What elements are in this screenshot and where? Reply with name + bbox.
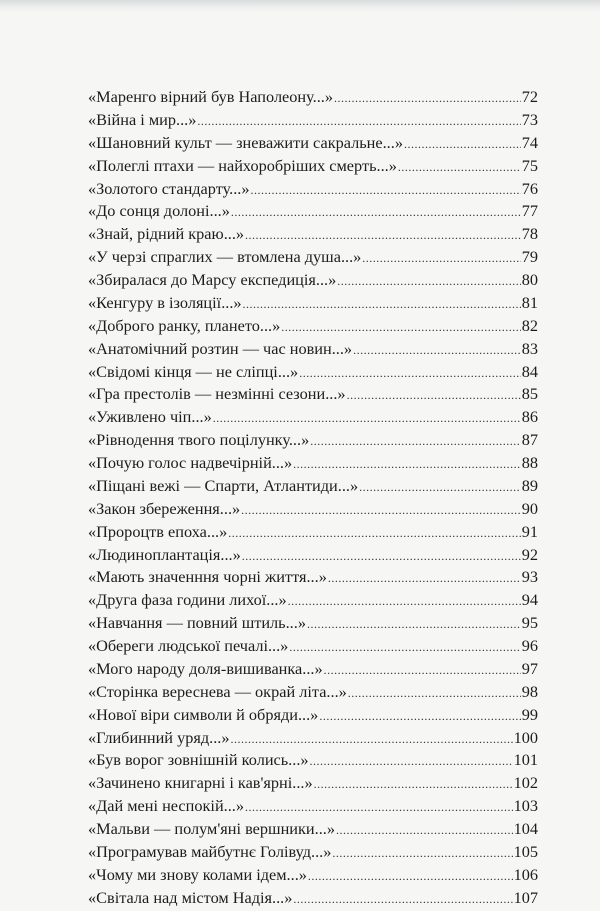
dot-leader xyxy=(293,453,521,476)
dot-leader xyxy=(213,407,521,430)
toc-entry-page: 80 xyxy=(521,270,538,289)
toc-entry xyxy=(88,681,538,704)
toc-entry-title: «Чому ми знову колами ідем...» xyxy=(88,864,307,884)
toc-entry-page: 93 xyxy=(521,567,538,587)
toc-entry-title: «Друга фаза години лихої...» xyxy=(88,590,287,610)
dot-leader xyxy=(362,247,520,270)
toc-entry-title: «Війна і мир...» xyxy=(88,109,197,129)
toc-entry-title: «Навчання — повний штиль...» xyxy=(88,613,306,633)
toc-entry-title: «Пророцтв епоха...» xyxy=(88,521,228,541)
toc-entry xyxy=(88,589,538,612)
dot-leader xyxy=(243,293,521,316)
toc-entry-title: «Людиноплантація...» xyxy=(88,544,241,564)
toc-entry xyxy=(88,841,538,864)
toc-entry-page: 98 xyxy=(521,681,538,701)
dot-leader xyxy=(197,110,520,133)
toc-entry-title: «Збиралася до Марсу експедиція...» xyxy=(88,270,337,289)
toc-entry xyxy=(88,132,538,155)
toc-entry xyxy=(88,498,538,521)
toc-entry-page: 73 xyxy=(521,109,538,129)
toc-entry xyxy=(88,429,538,452)
dot-leader xyxy=(404,133,521,156)
toc-entry-title: «Піщані вежі — Спарти, Атлантиди...» xyxy=(88,475,359,495)
toc-entry xyxy=(88,704,538,727)
toc-entry xyxy=(88,635,538,658)
dot-leader xyxy=(308,865,513,888)
toc-entry-page: 72 xyxy=(521,87,538,106)
dot-leader xyxy=(288,590,521,613)
toc-entry-page: 101 xyxy=(513,750,538,770)
toc-entry-title: «Мають значенння чорні життя...» xyxy=(88,567,327,587)
toc-entry-title: «Обереги людської печалі...» xyxy=(88,636,289,655)
toc-entry-page: 100 xyxy=(513,727,538,747)
toc-entry xyxy=(88,315,538,338)
toc-entry-title: «Знай, рідний краю...» xyxy=(88,224,245,244)
dot-leader xyxy=(310,750,513,773)
toc-entry-title: «Глибинний уряд...» xyxy=(88,727,230,747)
dot-leader xyxy=(310,430,521,453)
toc-entry xyxy=(88,246,538,269)
toc-entry-title: «Свідомі кінця — не сліпці...» xyxy=(88,361,299,381)
toc-entry-page: 78 xyxy=(521,224,538,244)
toc-entry xyxy=(88,269,538,292)
toc-entry-page: 82 xyxy=(521,315,538,335)
toc-entry xyxy=(88,223,538,246)
toc-entry-page: 84 xyxy=(521,361,538,381)
toc-entry-title: «Гра престолів — незмінні сезони...» xyxy=(88,384,346,404)
toc-entry-page: 97 xyxy=(521,658,538,678)
toc-entry xyxy=(88,109,538,132)
toc-entry-title: «Золотого стандарту...» xyxy=(88,178,250,198)
toc-entry-title: «Сторінка вереснева — окрай літа...» xyxy=(88,681,347,701)
dot-leader xyxy=(231,201,521,224)
dot-leader xyxy=(328,567,521,590)
toc-entry xyxy=(88,749,538,772)
dot-leader xyxy=(241,499,521,522)
toc-entry xyxy=(88,155,538,178)
toc-entry-page: 88 xyxy=(521,453,538,472)
toc-entry-title: «Мальви — полум'яні вершники...» xyxy=(88,819,335,838)
dot-leader xyxy=(332,842,512,865)
dot-leader xyxy=(347,384,521,407)
toc-entry-title: «Дай мені неспокій...» xyxy=(88,796,245,816)
toc-entry-title: «До сонця долоні...» xyxy=(88,201,230,221)
toc-entry-page: 105 xyxy=(513,841,538,861)
toc-entry-page: 106 xyxy=(513,864,538,884)
toc-entry-page: 77 xyxy=(521,201,538,221)
toc-entry xyxy=(88,795,538,818)
dot-leader xyxy=(334,87,521,110)
top-edge-bleed xyxy=(0,0,600,12)
toc-entry-page: 92 xyxy=(521,544,538,564)
toc-entry-title: «Рівнодення твого поцілунку...» xyxy=(88,430,310,450)
toc-entry-page: 96 xyxy=(521,636,538,655)
toc-entry xyxy=(88,338,538,361)
toc-entry xyxy=(88,818,538,841)
dot-leader xyxy=(245,796,513,819)
dot-leader xyxy=(250,179,520,202)
toc-entry xyxy=(88,727,538,750)
toc-entry-title: «Шановний культ — зневажити сакральне...» xyxy=(88,132,403,152)
toc-entry-page: 107 xyxy=(513,887,538,907)
toc-entry-page: 95 xyxy=(521,613,538,633)
toc-entry xyxy=(88,86,538,109)
toc-entry-page: 94 xyxy=(521,590,538,610)
toc-entry-page: 74 xyxy=(521,132,538,152)
dot-leader xyxy=(307,613,521,636)
dot-leader xyxy=(228,522,520,545)
toc-entry xyxy=(88,475,538,498)
toc-entry-title: «Мого народу доля-вишиванка...» xyxy=(88,658,323,678)
dot-leader xyxy=(231,728,513,751)
toc-entry-title: «Програмував майбутнє Голівуд...» xyxy=(88,841,332,861)
toc-entry-title: «Світала над містом Надія...» xyxy=(88,887,293,907)
toc-entry-page: 99 xyxy=(521,704,538,724)
toc-entry-page: 103 xyxy=(513,796,538,816)
toc-entry-page: 102 xyxy=(513,773,538,793)
toc-entry-title: «Нової віри символи й обряди...» xyxy=(88,704,319,724)
toc-entry-title: «Доброго ранку, плането...» xyxy=(88,315,281,335)
dot-leader xyxy=(353,339,521,362)
dot-leader xyxy=(359,476,521,499)
dot-leader xyxy=(348,682,521,705)
toc-entry-title: «Полеглі птахи — найхоробріших смерть...» xyxy=(88,155,397,175)
dot-leader xyxy=(245,224,521,247)
toc-entry xyxy=(88,383,538,406)
toc-entry-page: 104 xyxy=(513,819,538,838)
toc-entry xyxy=(88,887,538,910)
toc-entry-title: «Кенгуру в ізоляції...» xyxy=(88,292,242,312)
toc-entry-page: 79 xyxy=(521,247,538,267)
toc-entry xyxy=(88,452,538,475)
toc-entry-page: 81 xyxy=(521,292,538,312)
dot-leader xyxy=(299,362,521,385)
dot-leader xyxy=(314,773,513,796)
toc-entry-title: «Закон збереження...» xyxy=(88,498,241,518)
toc-entry xyxy=(88,292,538,315)
toc-entry-page: 76 xyxy=(521,178,538,198)
toc-entry xyxy=(88,521,538,544)
toc-entry-title: «Уживлено чіп...» xyxy=(88,407,212,427)
toc-entry-page: 85 xyxy=(521,384,538,404)
toc-entry-title: «Почую голос надвечірній...» xyxy=(88,453,293,472)
toc-entry xyxy=(88,612,538,635)
toc-entry-page: 90 xyxy=(521,498,538,518)
toc-entry-title: «Зачинено книгарні і кав'ярні...» xyxy=(88,773,313,793)
toc-entry-page: 91 xyxy=(521,521,538,541)
toc-entry-title: «У черзі спраглих — втомлена душа...» xyxy=(88,247,362,267)
toc-entry xyxy=(88,864,538,887)
dot-leader xyxy=(336,819,513,842)
dot-leader xyxy=(319,705,520,728)
toc-entry xyxy=(88,772,538,795)
toc-entry xyxy=(88,200,538,223)
toc-entry-title: «Маренго вірний був Наполеону...» xyxy=(88,87,334,106)
toc-entry xyxy=(88,361,538,384)
toc-entry-page: 83 xyxy=(521,338,538,358)
dot-leader xyxy=(293,888,512,911)
toc-entry xyxy=(88,566,538,589)
dot-leader xyxy=(242,545,521,568)
dot-leader xyxy=(398,156,521,179)
dot-leader xyxy=(337,270,520,293)
toc-entry-title: «Анатомічний розтин — час новин...» xyxy=(88,338,353,358)
toc-entry xyxy=(88,406,538,429)
dot-leader xyxy=(289,636,520,659)
toc-entry-page: 86 xyxy=(521,407,538,427)
toc-entry-page: 89 xyxy=(521,475,538,495)
toc-entry-page: 87 xyxy=(521,430,538,450)
toc-entry-title: «Був ворог зовнішній колись...» xyxy=(88,750,309,770)
toc-entry xyxy=(88,544,538,567)
toc-entry xyxy=(88,178,538,201)
dot-leader xyxy=(281,316,520,339)
toc-entry xyxy=(88,658,538,681)
dot-leader xyxy=(324,659,521,682)
toc-entry-page: 75 xyxy=(521,155,538,175)
table-of-contents xyxy=(88,86,538,910)
